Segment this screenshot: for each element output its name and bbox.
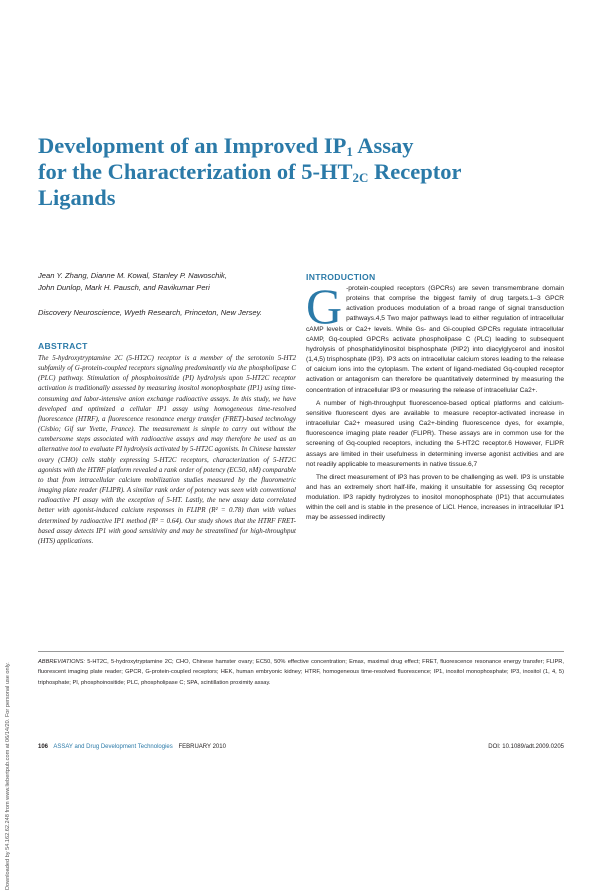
title-line-3: Ligands [38,185,116,210]
abbreviations-lead: ABBREVIATIONS: [38,659,85,665]
page-number: 106 [38,744,49,750]
introduction-body [306,278,564,527]
footnote-divider [38,651,564,652]
authors-line-2: John Dunlop, Mark H. Pausch, and Ravikumar Peri [38,282,210,292]
article-title [38,133,568,211]
page-footer [38,744,564,754]
abstract-heading: ABSTRACT [38,341,88,351]
download-note: Downloaded by 54.162.62.248 from www.liebertpub.com at 06/14/20. For personal use only. [5,662,11,890]
abbreviations-note [38,657,564,688]
issue-date: FEBRUARY 2010 [178,744,226,750]
title-line-1: Development of an Improved $IP_1$ Assay [38,133,414,159]
intro-paragraph-3: The direct measurement of IP3 has proven to be challenging as well. IP3 is unstable and has an extremely short half-life, making it unsuitable for assessing Gq receptor modulation. IP3 rapidly hydrolyzes to inositol monophosphate (IP1) that accumulates within the cell and is stable in the presence of LiCl. Hence, increases in intracellular IP1 may be assessed indirectly [306,473,564,522]
authors-line-1: Jean Y. Zhang, Dianne M. Kowal, Stanley P. Nawoschik, [38,271,227,280]
affiliation: Discovery Neuroscience, Wyeth Research, Princeton, New Jersey. [38,308,262,317]
intro-paragraph-1: G -protein-coupled receptors (GPCRs) are seven transmembrane domain proteins that comprise the biggest family of drug targets.1–3 GPCR activation produces modulation of a broad range of signal transduction pathways.4,5 Two major pathways lead to either regulation of intracellular cAMP levels or Ca2+ levels. While Gs- and Gi-coupled GPCRs regulate intracellular cAMP, Gq-coupled GPCRs activate phospholipase C (PLC) leading to subsequent hydrolysis of phosphatidylinositol bisphosphate (PIP2) into diacylglycerol and inositol (1,4,5) trisphosphate (IP3). IP3 acts on intracellular calcium stores leading to the release of calcium ions into the cytoplasm. The extent of ligand-mediated Gq-coupled receptor activation or antagonism can therefore be quantitatively determined by measuring the concentration of intracellular IP3 or measuring the release of intracellular Ca2+. [306,278,564,394]
intro-paragraph-2: A number of high-throughput fluorescence-based optical platforms and calcium-sensitive fluorescent dyes are available to measure receptor-activated increase in intracellular Ca2+ measured using Ca2+-binding fluorescence dyes, for example, fluorescence imaging plate reader (FLIPR). These assays are in common use for the screening of Gq-coupled receptors, including the 5-HT2C receptor.6 However, FLIPR assays are limited in their usefulness in determining inverse agonist activities and are not readily applicable to measurements in native tissue.6,7 [306,399,564,468]
abbreviations-text: 5-HT2C, 5-hydroxytryptamine 2C; CHO, Chinese hamster ovary; EC50, 50% effective concentration; Emax, maximal drug effect; FRET, fluorescence resonance energy transfer; FLIPR, fluorescent imaging plate reader; GPCR, G-protein-coupled receptors; HEK, human embryonic kidney; HTRF, homogeneous time-resolved fluorescence; IP1, inositol monophosphate; IP3, inositol (1, 4, 5) triphosphate; PI, phosphoinositide; PLC, phospholipase C; SPA, scintillation proximity assay. [38,659,564,686]
abstract-text: The 5-hydroxytryptamine 2C (5-HT2C) receptor is a member of the serotonin 5-HT2 subfamily of G-protein-coupled receptors signaling predominantly via the phospholipase C (PLC) pathway. Stimulation of phosphoinositide (PI) hydrolysis upon 5-HT2C receptor activation is traditionally assessed by measuring inositol monophosphate (IP1) using time-consuming and labor-intensive anion exchange radioactive assays. In this study, we have developed and optimized a cellular IP1 assay using homogeneous time-resolved fluorescence (HTRF), a fluorescence resonance energy transfer (FRET)-based technology (Cisbio; Gif sur Yvette, France). The measurement is simple to carry out without the cumbersome steps associated with radioactive assays and may therefore be used as an alternative tool to evaluate PI hydrolysis activated by 5-HT2C agonists. In Chinese hamster ovary (CHO) cells stably expressing 5-HT2C receptors, characterization of 5-HT2C agonists with the HTRF platform revealed a rank order of potency (EC50, nM) comparable to that from intracellular calcium mobilization studies measured by the fluorometric imaging plate reader (FLIPR). A similar rank order of potency was seen with conventional radioactive PI assay with the exception of 5-HT. Lastly, the new assay data correlated better with agonist-induced calcium responses in FLIPR (R² = 0.78) than with values determined by radioactive IP1 method (R² = 0.64). Our study shows that the HTRF FRET-based assay detects IP1 with good sensitivity and may be streamlined for high-throughput (HTS) applications. [38,354,296,545]
introduction-heading: INTRODUCTION [306,272,376,282]
drop-cap: G [306,278,343,334]
author-list [38,270,298,293]
title-line-2: for the Characterization of $5-HT_{2C}$ Receptor [38,159,462,185]
doi-link[interactable]: DOI: 10.1089/adt.2009.0205 [488,744,564,750]
journal-name: ASSAY and Drug Development Technologies [53,744,173,750]
